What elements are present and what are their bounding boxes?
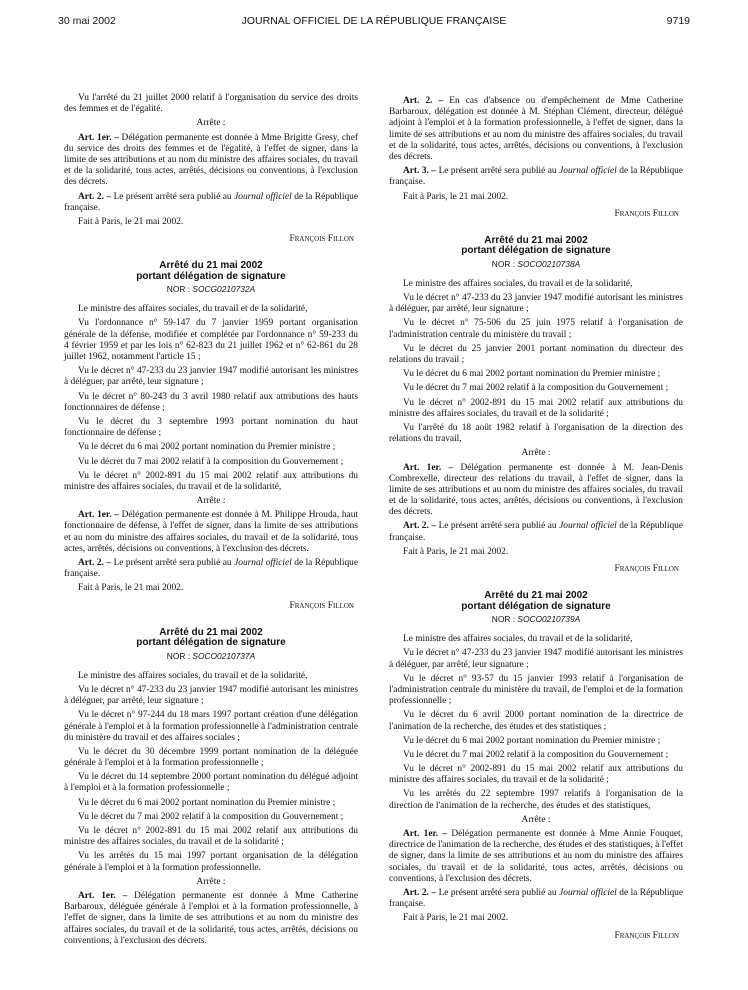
visa: Vu l'arrêté du 18 août 1982 relatif à l'organisation de la direction des relations du travail, [389, 422, 683, 445]
journal-title: JOURNAL OFFICIEL DE LA RÉPUBLIQUE FRANÇAISE [241, 15, 507, 27]
article-2: Art. 2. – En cas d'absence ou d'empêchement de Mme Catherine Barbaroux, délégation est donnée à M. Stéphan Clément, directeur, délégué adjoint à l'emploi et à la formation professionnelle, à l'effet de signer, dans la limite de ses attributions et au nom du ministre des affaires sociales, du travail et de la solidarité, tous actes, arrêtés, décisions ou conventions, à l'exclusion des décrets. [389, 96, 683, 162]
running-header [58, 15, 690, 31]
signature: François Fillon [614, 564, 679, 574]
article-1: Art. 1er. – Délégation permanente est donnée à M. Jean-Denis Combrexelle, directeur des relations du travail, à l'effet de signer, dans la limite de ses attributions et au nom du ministre des affaires sociales, du travail et de la solidarité, tous actes, arrêtés, décisions ou conventions, à l'exclusion des décrets. [389, 462, 684, 518]
signature: François Fillon [614, 930, 679, 941]
article-label: Art. 2. – [403, 521, 437, 532]
article-label: Art. 2. – [78, 191, 112, 202]
visa: Vu le décret n° 80-243 du 3 avril 1980 relatif aux attributions des hauts fonctionnaires de défense ; [64, 391, 358, 413]
article-1: Art. 1er. – Délégation permanente est donnée à Mme Catherine Barbaroux, déléguée générale à l'emploi et à la formation professionnelle, à l'effet de signer, dans la limite de ses attributions et au nom du ministre des affaires sociales, du travail et de la solidarité, tous actes, arrêtés, décisions ou conventions, à l'exclusion des décrets. [64, 890, 358, 946]
article-label: Art. 1er. – [78, 132, 119, 143]
decree-heading: Arrêté du 21 mai 2002 portant délégation de signature [136, 260, 286, 282]
arrete-label: Arrête : [196, 876, 226, 887]
visa: Vu le décret n° 47-233 du 23 janvier 1947 modifié autorisant les ministres à déléguer, par arrêté, leur signature ; [389, 293, 683, 315]
visa: Vu le décret n° 2002-891 du 15 mai 2002 relatif aux attributions du ministre des affaires sociales, du travail et de la solidarité, [64, 470, 358, 492]
article-2: Art. 2. – Le présent arrêté sera publié au Journal officiel de la République française. [64, 558, 359, 580]
decree-heading: Arrêté du 21 mai 2002 portant délégation de signature [461, 234, 611, 257]
nor-reference: NOR : SOCO0210738A [491, 258, 581, 269]
visa: Vu le décret n° 75-506 du 25 juin 1975 relatif à l'organisation de l'administration centrale du ministère du travail ; [389, 318, 683, 340]
intro-vu: Vu l'arrêté du 21 juillet 2000 relatif à l'organisation du service des droits des femmes et de l'égalité. [64, 93, 358, 115]
visa: Vu le décret du 6 mai 2002 portant nomination du Premier ministre ; [78, 442, 336, 453]
article-label: Art. 1er. – [403, 462, 454, 473]
article-2: Art. 2. – Le présent arrêté sera publié au Journal officiel de la République française. [389, 521, 684, 543]
signature: François Fillon [614, 208, 679, 219]
arrete-label: Arrête : [196, 118, 226, 129]
visa: Vu le décret du 14 septembre 2000 portant nomination du délégué adjoint à l'emploi et à la formation professionnelle ; [64, 772, 358, 794]
signature: François Fillon [289, 234, 354, 245]
fait-a-paris: Fait à Paris, le 21 mai 2002. [78, 216, 184, 227]
visa: Vu le décret du 30 décembre 1999 portant nomination de la déléguée générale à l'emploi et à la formation professionnelle ; [64, 746, 358, 769]
article-2: Art. 2. – Le présent arrêté sera publié au Journal officiel de la République française. [389, 887, 684, 910]
signature: François Fillon [289, 600, 354, 611]
visa: Vu le décret du 6 mai 2002 portant nomination du Premier ministre ; [403, 735, 661, 746]
visa: Vu le décret n° 97-244 du 18 mars 1997 portant création d'une délégation générale à l'emploi et à la formation professionnelle à l'administration centrale du ministère du travail et des affaires sociales ; [64, 710, 358, 743]
article-text: Délégation permanente est donnée à Mme Brigitte Gresy, chef du service des droits des femmes et de l'égalité, à l'effet de signer, dans la limite de ses attributions et au nom du ministre des affaires sociales, du travail et de la solidarité, tous actes, arrêtés, décisions ou conventions, à l'exclusion des décrets. [64, 132, 358, 188]
arrete-label: Arrête : [521, 448, 551, 459]
article-label: Art. 1er. – [78, 890, 128, 901]
visa: Vu le décret n° 2002-891 du 15 mai 2002 relatif aux attributions du ministre des affaires sociales, du travail et de la solidarité ; [64, 826, 358, 848]
visa: Vu le décret n° 47-233 du 23 janvier 1947 modifié autorisant les ministres à déléguer, par arrêté, leur signature ; [64, 684, 358, 707]
arrete-label: Arrête : [196, 496, 226, 507]
nor-reference: NOR : SOCO0210739A [491, 614, 581, 625]
visa: Vu le décret du 25 janvier 2001 portant nomination du directeur des relations du travail ; [389, 343, 683, 365]
right-column [389, 96, 683, 942]
visa: Le ministre des affaires sociales, du travail et de la solidarité, [78, 670, 308, 681]
journal-officiel-ref: Journal officiel [234, 191, 292, 202]
visa: Vu le décret n° 47-233 du 23 janvier 1947 modifié autorisant les ministres à déléguer, par arrêté, leur signature ; [64, 366, 358, 388]
article-2: Art. 2. – Le présent arrêté sera publié au Journal officiel de la République française. [64, 191, 359, 213]
visa: Vu le décret du 7 mai 2002 relatif à la composition du Gouvernement ; [403, 383, 669, 394]
visa: Vu le décret du 6 mai 2002 portant nomination du Premier ministre ; [78, 797, 336, 808]
fait-a-paris: Fait à Paris, le 21 mai 2002. [403, 913, 509, 924]
header-date: 30 mai 2002 [58, 15, 116, 27]
fait-a-paris: Fait à Paris, le 21 mai 2002. [403, 191, 509, 202]
article-1: Art. 1er. – Délégation permanente est donnée à M. Philippe Hrouda, haut fonctionnaire de défense, à l'effet de signer, dans la limite de ses attributions et au nom du ministre des affaires sociales, du travail et de la solidarité, tous actes, arrêtés, décisions ou conventions, à l'exclusion des décrets. [64, 510, 358, 554]
nor-reference: NOR : SOCG0210732A [166, 284, 256, 295]
visa: Le ministre des affaires sociales, du travail et de la solidarité, [403, 278, 633, 289]
visa: Vu le décret n° 47-233 du 23 janvier 1947 modifié autorisant les ministres à déléguer, par arrêté, leur signature ; [389, 648, 683, 670]
visa: Vu le décret du 6 avril 2000 portant nomination de la directrice de l'animation de la recherche, des études et des statistiques ; [389, 710, 683, 732]
visa: Vu le décret du 6 mai 2002 portant nomination du Premier ministre ; [403, 369, 661, 380]
visa: Le ministre des affaires sociales, du travail et de la solidarité, [78, 304, 308, 315]
visa: Vu le décret n° 2002-891 du 15 mai 2002 relatif aux attributions du ministre des affaires sociales, du travail et de la solidarité ; [389, 397, 683, 419]
decree-heading: Arrêté du 21 mai 2002 portant délégation de signature [461, 590, 611, 612]
article-label: Art. 2. – [78, 558, 112, 568]
visa: Vu les arrêtés du 22 septembre 1997 relatifs à l'organisation de la direction de l'animation de la recherche, des études et des statistiques, [389, 789, 683, 811]
decree-heading: Arrêté du 21 mai 2002 portant délégation de signature [136, 626, 286, 649]
article-1 [64, 133, 358, 189]
arrete-label: Arrête : [521, 814, 551, 825]
article-label: Art. 2. – [403, 887, 437, 898]
article-1: Art. 1er. – Délégation permanente est donnée à Mme Annie Fouquet, directrice de l'animation de la recherche, des études et des statistiques, à l'effet de signer, dans la limite de ses attributions et au nom du ministre des affaires sociales, du travail et de la solidarité, tous actes, arrêtés, décisions ou conventions, à l'exclusion des décrets. [389, 829, 683, 884]
visa: Vu l'ordonnance n° 59-147 du 7 janvier 1959 portant organisation générale de la défense, modifiée et complétée par l'ordonnance n° 59-233 du 4 février 1959 et par les lois n° 62-823 du 21 juillet 1962 et n° 62-861 du 28 juillet 1962, notamment l'article 15 ; [64, 318, 358, 362]
visa: Vu le décret du 3 septembre 1993 portant nomination du haut fonctionnaire de défense ; [64, 416, 358, 439]
visa: Vu le décret du 7 mai 2002 relatif à la composition du Gouvernement ; [78, 811, 344, 822]
page-number: 9719 [666, 15, 690, 27]
article-label: Art. 2. – [403, 96, 444, 106]
left-column [64, 93, 358, 950]
article-label: Art. 1er. – [403, 829, 448, 839]
visa: Vu le décret n° 2002-891 du 15 mai 2002 relatif aux attributions du ministre des affaires sociales, du travail et de la solidarité ; [389, 764, 683, 786]
fait-a-paris: Fait à Paris, le 21 mai 2002. [78, 583, 184, 594]
article-label: Art. 1er. – [78, 510, 119, 521]
article-3: Art. 3. – Le présent arrêté sera publié au Journal officiel de la République française. [389, 166, 684, 188]
visa: Vu le décret du 7 mai 2002 relatif à la composition du Gouvernement ; [78, 456, 344, 467]
visa: Vu le décret n° 93-57 du 15 janvier 1993 relatif à l'organisation de l'administration centrale du ministère du travail, de l'emploi et de la formation professionnelle ; [389, 673, 683, 707]
visa: Vu les arrêtés du 15 mai 1997 portant organisation de la délégation générale à l'emploi et à la formation professionnelle. [64, 851, 358, 873]
visa: Vu le décret du 7 mai 2002 relatif à la composition du Gouvernement ; [403, 749, 669, 760]
nor-reference: NOR : SOCO0210737A [166, 650, 256, 661]
fait-a-paris: Fait à Paris, le 21 mai 2002. [403, 546, 509, 557]
visa: Le ministre des affaires sociales, du travail et de la solidarité, [403, 634, 633, 645]
article-label: Art. 3. – [403, 166, 437, 177]
